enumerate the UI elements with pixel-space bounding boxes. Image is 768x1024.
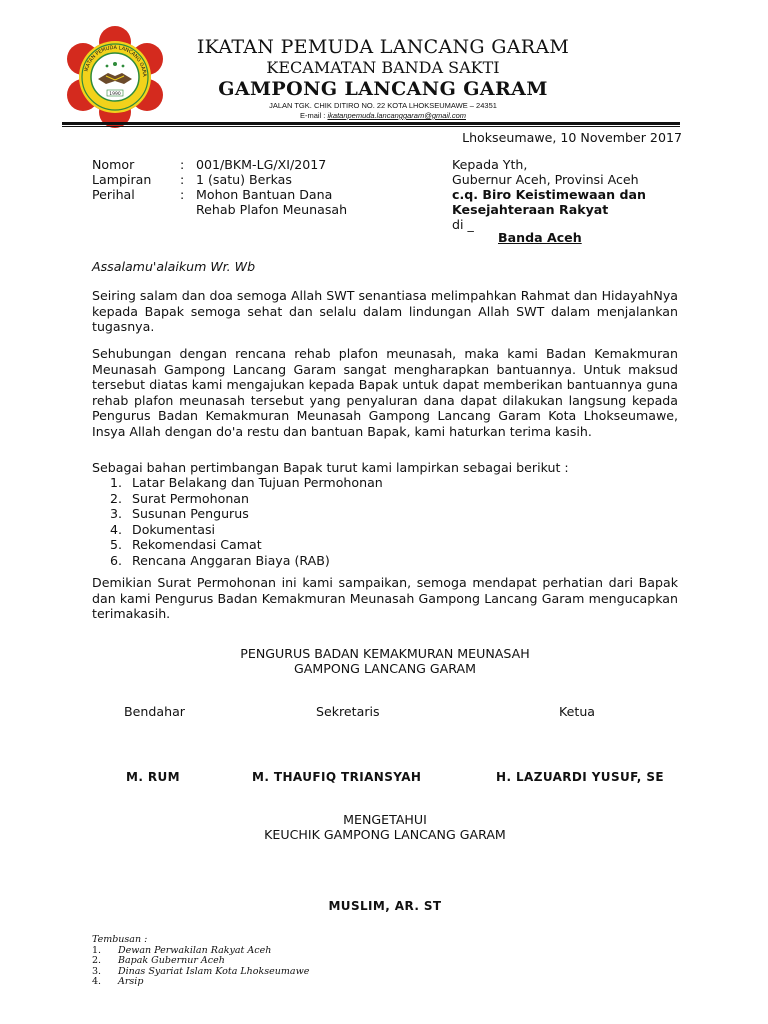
org-email-line bbox=[178, 111, 588, 120]
list-item: 5. Rekomendasi Camat bbox=[110, 537, 262, 553]
role-bendahara: Bendahar bbox=[124, 704, 185, 719]
list-item: 3. Susunan Pengurus bbox=[110, 506, 249, 522]
place-date: Lhokseumawe, 10 November 2017 bbox=[462, 130, 682, 145]
recipient-line3: c.q. Biro Keistimewaan dan bbox=[452, 187, 646, 202]
board-title-line1: PENGURUS BADAN KEMAKMURAN MEUNASAH bbox=[240, 646, 530, 661]
attachments-intro: Sebagai bahan pertimbangan Bapak turut kami lampirkan sebagai berikut : bbox=[92, 460, 569, 475]
recipient-line1: Kepada Yth, bbox=[452, 157, 528, 172]
meta-colon: : bbox=[180, 187, 185, 202]
attachments-list bbox=[110, 475, 383, 569]
meta-label-nomor: Nomor bbox=[92, 157, 135, 172]
body-paragraph-2: Sehubungan dengan rencana rehab plafon meunasah, maka kami Badan Kemakmuran Meunasah Gampong Lancang Garam sangat mengharapkan bantuannya. Untuk maksud tersebut diatas kami mengajukan kepada Bapak untuk dapat memberikan bantuannya guna rehab plafon meunasah tersebut yang penyaluran dana dapat dilakukan langsung kepada Pengurus Badan Kemakmuran Meunasah Gampong Lancang Garam Kota Lhokseumawe, Insya Allah dengan do'a restu dan bantuan Bapak, kami haturkan terima kasih. bbox=[92, 346, 678, 439]
name-ketua: H. LAZUARDI YUSUF, SE bbox=[496, 770, 664, 784]
email-label: E-mail : bbox=[299, 111, 326, 120]
list-item: 4. Dokumentasi bbox=[110, 521, 216, 537]
list-item: 2. Surat Permohonan bbox=[110, 490, 250, 506]
logo-year: 1990 bbox=[109, 92, 121, 97]
approval-line2: KEUCHIK GAMPONG LANCANG GARAM bbox=[264, 827, 506, 842]
logo-ring-text: IKATAN PEMUDA LANCANG GARA bbox=[83, 44, 148, 77]
approver-name: MUSLIM, AR. ST bbox=[328, 899, 442, 913]
meta-value-perihal-line2: Rehab Plafon Meunasah bbox=[196, 202, 348, 217]
meta-colon: : bbox=[180, 157, 185, 172]
meta-value-nomor: 001/BKM-LG/XI/2017 bbox=[196, 157, 327, 172]
recipient-city: Banda Aceh bbox=[498, 230, 582, 245]
list-item: 1. Latar Belakang dan Tujuan Permohonan bbox=[110, 475, 383, 490]
cc-item: 4. Arsip bbox=[92, 976, 144, 987]
recipient-line2: Gubernur Aceh, Provinsi Aceh bbox=[452, 172, 639, 187]
role-sekretaris: Sekretaris bbox=[316, 704, 380, 719]
org-name-line2: KECAMATAN BANDA SAKTI bbox=[266, 58, 500, 77]
header-rule-thick bbox=[62, 122, 680, 125]
name-sekretaris: M. THAUFIQ TRIANSYAH bbox=[252, 770, 422, 784]
meta-label-lampiran: Lampiran bbox=[92, 172, 152, 187]
name-bendahara: M. RUM bbox=[126, 770, 181, 784]
greeting: Assalamu'alaikum Wr. Wb bbox=[92, 259, 256, 274]
email-link[interactable]: ikatanpemuda.lancanggaram@gmail.com bbox=[327, 111, 467, 120]
meta-value-lampiran: 1 (satu) Berkas bbox=[196, 172, 292, 187]
recipient-line4: Kesejahteraan Rakyat bbox=[452, 202, 609, 217]
role-ketua: Ketua bbox=[559, 704, 596, 719]
cc-label: Tembusan : bbox=[92, 934, 148, 945]
meta-colon: : bbox=[180, 172, 185, 187]
recipient-line5: di _ bbox=[452, 217, 474, 232]
cc-item: 1. Dewan Perwakilan Rakyat Aceh bbox=[92, 944, 272, 956]
cc-item: 3. Dinas Syariat Islam Kota Lhokseumawe bbox=[92, 965, 310, 977]
body-paragraph-1: Seiring salam dan doa semoga Allah SWT senantiasa melimpahkan Rahmat dan HidayahNya kepada Bapak semoga sehat dan selalu dalam lindungan Allah SWT dalam menjalankan tugasnya. bbox=[92, 288, 678, 335]
organization-logo bbox=[62, 24, 168, 130]
list-item: 6. Rencana Anggaran Biaya (RAB) bbox=[110, 552, 330, 568]
org-name-line1: IKATAN PEMUDA LANCANG GARAM bbox=[196, 36, 570, 58]
closing-paragraph: Demikian Surat Permohonan ini kami sampaikan, semoga mendapat perhatian dari Bapak dan kami Pengurus Badan Kemakmuran Meunasah Gampong Lancang Garam mengucapkan terimakasih. bbox=[92, 575, 678, 622]
org-address: JALAN TGK. CHIK DITIRO NO. 22 KOTA LHOKSEUMAWE – 24351 bbox=[269, 101, 497, 110]
meta-value-perihal: Mohon Bantuan Dana bbox=[196, 187, 333, 202]
approval-line1: MENGETAHUI bbox=[343, 812, 427, 827]
cc-item: 2. Bapak Gubernur Aceh bbox=[92, 955, 225, 966]
board-title-line2: GAMPONG LANCANG GARAM bbox=[294, 661, 476, 676]
cc-block bbox=[92, 935, 492, 988]
meta-label-perihal: Perihal bbox=[92, 187, 135, 202]
org-name-line3: GAMPONG LANCANG GARAM bbox=[218, 78, 548, 100]
header-rule-thin bbox=[62, 126, 680, 127]
